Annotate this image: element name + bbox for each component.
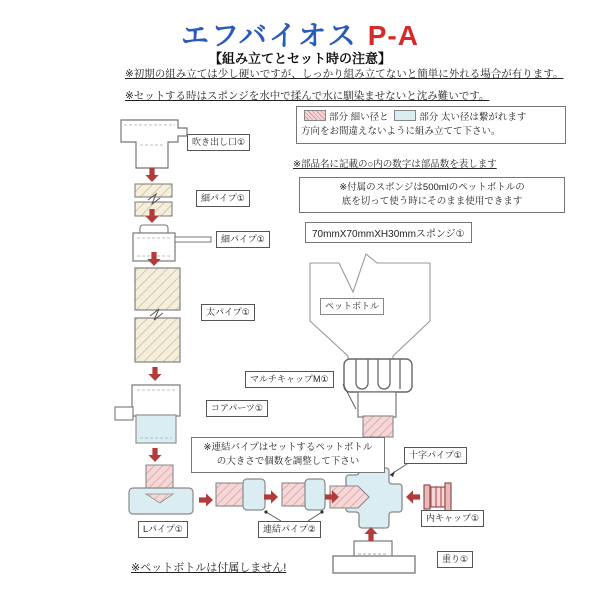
- arrow-up-icon: [364, 527, 377, 541]
- label-thin-pipe-1: 細パイプ①: [196, 190, 250, 207]
- label-inner-cap: 内キャップ①: [421, 510, 484, 527]
- label-thin-pipe-2: 細パイプ①: [216, 231, 270, 248]
- label-multi-cap: マルチキャップM①: [245, 371, 334, 388]
- legend-line-1: [301, 110, 561, 125]
- legend-line-2: 方向をお間違えないように組み立てて下さい。: [301, 126, 501, 138]
- joint-pipe-part: [133, 225, 211, 261]
- l-pipe-part: [129, 465, 193, 514]
- connect-pipe-1-part: [216, 479, 265, 510]
- no-bottle-note: ※ペットボトルは付属しません!: [131, 562, 287, 574]
- blowout-port-part: [121, 120, 187, 168]
- cross-pipe-part: [330, 467, 402, 528]
- arrow-down-icon: [148, 448, 161, 462]
- sponge-size-box: 70mmX70mmXH30mmスポンジ①: [305, 222, 472, 243]
- thick-pipe-part: [135, 268, 180, 362]
- connect-pipe-2-part: [282, 479, 325, 510]
- sponge-soak-note: ※セットする時はスポンジを水中で揉んで水に馴染ませないと沈み難いです。: [125, 90, 490, 102]
- pink-part-swatch: [304, 110, 326, 121]
- connector-adjust-line2: の大きさで個数を調整して下さい: [216, 455, 360, 467]
- label-l-pipe: Lパイプ①: [138, 521, 188, 538]
- page-subtitle: 【組み立てとセット時の注意】: [208, 51, 391, 66]
- arrow-left-icon: [406, 490, 420, 503]
- label-cross-pipe: 十字パイプ①: [404, 447, 467, 464]
- label-pet-bottle: ペットボトル: [320, 298, 384, 315]
- label-core-parts: コアパーツ①: [206, 400, 268, 417]
- core-parts-part: [115, 385, 180, 443]
- arrow-down-icon: [148, 367, 161, 381]
- label-weight: 重り①: [437, 551, 473, 568]
- color-legend-box: [296, 106, 566, 144]
- blue-part-swatch: [394, 110, 416, 121]
- inner-cap-part: [424, 483, 451, 511]
- arrow-down-icon: [145, 168, 158, 182]
- label-thick-pipe: 太パイプ①: [201, 304, 255, 321]
- connector-adjust-box: [191, 437, 385, 473]
- sponge-usage-box: [299, 177, 565, 213]
- parts-count-note: ※部品名に記載の○内の数字は部品数を表します: [293, 159, 497, 170]
- connector-adjust-line1: ※連結パイプはセットするペットボトル: [203, 442, 373, 453]
- arrow-right-icon: [199, 493, 213, 506]
- arrow-right-icon: [264, 490, 278, 503]
- product-name: エフバイオス: [181, 20, 358, 51]
- model-name: P-A: [367, 20, 419, 51]
- sponge-usage-line2: 底を切って使う時にそのまま使用できます: [341, 195, 523, 207]
- label-connect-pipe: 連結パイプ②: [258, 521, 321, 538]
- legend-pink-text: 部分 細い径と: [329, 112, 389, 123]
- assembly-warning-note: ※初期の組み立ては少し硬いですが、しっかり組み立てないと簡単に外れる場合が有ります。: [125, 68, 564, 80]
- label-blowout-port: 吹き出し口①: [187, 134, 250, 151]
- legend-blue-text: 部分 太い径は繋がれます: [419, 112, 527, 123]
- sponge-usage-line1: ※付属のスポンジは500mlのペットボトルの: [339, 182, 525, 193]
- weight-part: [333, 541, 415, 573]
- multi-cap-part: [344, 359, 412, 437]
